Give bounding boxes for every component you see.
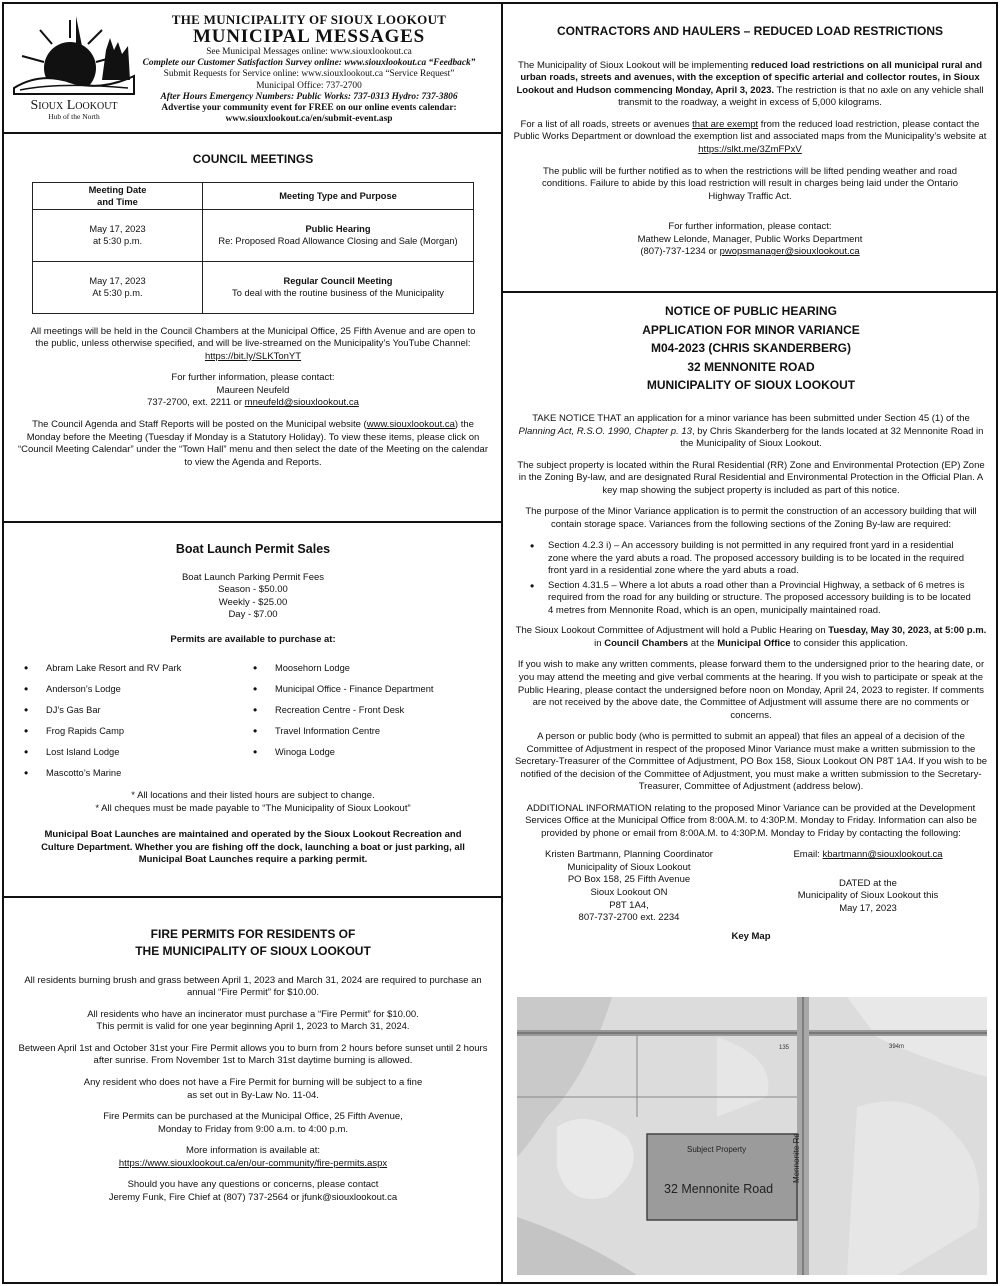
council-para: All meetings will be held in the Council Chambers at the Municipal Office, 25 Fifth Avenue and are open to the public, unless otherwise specified, and will be live-streamed on the Municipality’s YouTube Channel: [30, 325, 476, 350]
dated-line: May 17, 2023 [839, 902, 897, 914]
council-para: The Council Agenda and Staff Reports will be posted on the Municipal website ( [32, 419, 367, 431]
table-header: Meeting Type and Purpose [203, 182, 474, 209]
masthead-line: See Municipal Messages online: www.siouxlookout.ca [206, 47, 412, 58]
signature-line: P8T 1A4, [609, 899, 649, 911]
council-para: ) the Monday before the Meeting (Tuesday if Monday is a Statutory Holiday). To view these items, please click on “Council Meeting Calendar” under the “Town Hall” menu and then select the date of the Meeting on the calendar to view the Agenda and Reports. [18, 419, 488, 468]
signature-line: Sioux Lookout ON [590, 886, 668, 898]
list-item: • Section 4.31.5 – Where a lot abuts a road other than a Provincial Highway, a setback of 6 metres is required from the road for any building or structure. The proposed accessory building is to be located 4 metres from Mennonite Road, which is an open, municipally maintained road. [526, 580, 976, 618]
dated-line: Municipality of Sioux Lookout this [797, 890, 939, 902]
hearing-para: ADDITIONAL INFORMATION relating to the proposed Minor Variance can be provided at the Development Services Office at the Municipal Office from 8:00A.M. to 4:30P.M. Monday to Friday. Information can also be provided by phone or email from 8:00A.M. to 4:30P.M. Monday to Friday by contacting the following: [525, 802, 977, 839]
list-item: • Moosehorn Lodge [253, 662, 482, 683]
list-item: • Winoga Lodge [253, 746, 482, 767]
meeting-time: At 5:30 p.m. [92, 288, 143, 299]
boat-closing: Municipal Boat Launches are maintained and operated by the Sioux Lookout Recreation and Culture Department. Whether you are fishing off the dock, launching a boat or just parking, all Municipal Boat Launches require a parking permit. [41, 829, 465, 866]
section-divider [4, 896, 501, 898]
load-para: reduced load restrictions on all municipal rural and urban roads, streets and avenues, with the exception of specific arterial and collector routes, in Sioux Lookout and Hudson commencing Monday, April 3, 2023. [516, 59, 983, 96]
fire-para: This permit is valid for one year beginning April 1, 2023 to March 31, 2024. [96, 1021, 410, 1033]
fire-permits-link[interactable]: https://www.siouxlookout.ca/en/our-community/fire-permits.aspx [118, 1157, 388, 1169]
hearing-para: TAKE NOTICE THAT an application for a minor variance has been submitted under Section 45 (1) of the [532, 412, 970, 424]
load-para: The restriction is that no axle on any vehicle shall transmit to the roadway, a weight in excess of 5,000 kilograms. [618, 84, 984, 109]
load-para: For a list of all roads, streets or avenues [520, 118, 693, 130]
signature-line: Kristen Bartmann, Planning Coordinator [545, 849, 713, 861]
fire-para: All residents who have an incinerator must purchase a “Fire Permit” for $10.00. [87, 1008, 419, 1020]
list-item: • Abram Lake Resort and RV Park [24, 662, 253, 683]
section-divider [503, 291, 996, 293]
fire-para: Fire Permits can be purchased at the Municipal Office, 25 Fifth Avenue, [103, 1111, 403, 1123]
logo-tagline: Hub of the North [48, 112, 100, 121]
fire-para: as set out in By-Law No. 11-04. [187, 1089, 319, 1101]
dated-line: DATED at the [839, 877, 897, 889]
public-hearing-section [514, 302, 988, 943]
website-link[interactable]: www.siouxlookout.ca [366, 419, 455, 431]
page-title: MUNICIPAL MESSAGES [192, 26, 426, 48]
newspaper-page [2, 2, 998, 1284]
youtube-link[interactable]: https://bit.ly/SLKTonYT [204, 350, 302, 362]
fire-para: Between April 1st and October 31st your Fire Permit allows you to burn from 2 hours before sunset until 2 hours after sunrise. From November 1st to March 31st daytime burning is allowed. [18, 1042, 488, 1067]
load-restrictions-section [512, 24, 988, 268]
section-title: THE MUNICIPALITY OF SIOUX LOOKOUT [135, 944, 371, 959]
contact-name: Mathew Lelonde, Manager, Public Works Department [637, 233, 863, 245]
key-map-image [517, 997, 987, 1275]
map-number: 394m [889, 1044, 905, 1050]
list-item: • DJ’s Gas Bar [24, 704, 253, 725]
email-label: Email: [793, 849, 823, 861]
fire-para: Jeremy Funk, Fire Chief at (807) 737-2564 or jfunk@siouxlookout.ca [108, 1191, 398, 1203]
column-divider [501, 4, 503, 1282]
fee-item: Season - $50.00 [218, 584, 288, 596]
hearing-para: to consider this application. [790, 637, 908, 649]
hearing-para: If you wish to make any written comments, please forward them to the undersigned prior to the hearing date, or you may attend the meeting and give verbal comments at the hearing. If you wish to participate or speak at the Public Hearing, please contact the undersigned before noon on Monday, April 24, 2023 to register. If comments are not received by the above date, the Committee of Adjustment will assume there are no comments or concerns. [517, 659, 985, 721]
list-item: • Recreation Centre - Front Desk [253, 704, 482, 725]
hearing-location: Municipal Office [717, 637, 791, 649]
load-para: The public will be further notified as to when the restrictions will be lifted pending weather and road conditions. Failure to abide by this load restriction will result in charges being laid under the Ontario Highway Traffic Act. [541, 165, 959, 202]
boat-note: * All locations and their listed hours are subject to change. [131, 790, 375, 802]
subject-property-label: Subject Property [687, 1145, 747, 1154]
contact-email-link[interactable]: mneufeld@siouxlookout.ca [244, 397, 359, 409]
hearing-para: The Sioux Lookout Committee of Adjustment will hold a Public Hearing on [515, 625, 829, 637]
masthead-line: Municipal Office: 737-2700 [256, 80, 362, 91]
list-item: • Travel Information Centre [253, 725, 482, 746]
locations-list [24, 662, 482, 788]
load-para: from the reduced load restriction, please contact the Public Works Department or download the exemption list and associated maps from the Municipality’s website at [513, 118, 987, 143]
org-line: THE MUNICIPALITY OF SIOUX LOOKOUT [171, 12, 447, 27]
table-header: Meeting Date and Time [33, 182, 203, 209]
meeting-type: Regular Council Meeting [283, 276, 393, 287]
boat-note: * All cheques must be made payable to “The Municipality of Sioux Lookout” [95, 802, 411, 814]
meeting-type: Public Hearing [305, 224, 371, 235]
list-item: • Mascotto’s Marine [24, 767, 253, 788]
fire-para: More information is available at: [185, 1145, 321, 1157]
map-address-label: 32 Mennonite Road [664, 1182, 774, 1196]
variance-list [526, 540, 976, 617]
map-number: 135 [779, 1045, 790, 1051]
masthead-line: Complete our Customer Satisfaction Survey online: www.siouxlookout.ca “Feedback” [142, 58, 476, 69]
signature-line: 807-737-2700 ext. 2234 [578, 912, 680, 924]
contact-email-link[interactable]: pwopsmanager@siouxlookout.ca [719, 246, 860, 258]
section-title: COUNCIL MEETINGS [192, 152, 314, 166]
fire-para: Any resident who does not have a Fire Permit for burning will be subject to a fine [83, 1076, 423, 1088]
contact-name: Maureen Neufeld [216, 384, 290, 396]
contact-phone: (807)-737-1234 or [640, 246, 720, 258]
hearing-para: , by Chris Skanderberg for the lands located at 32 Mennonite Road in the Municipality of Sioux Lookout. [680, 425, 984, 450]
hearing-para: in [594, 637, 605, 649]
hearing-para: The purpose of the Minor Variance application is to permit the construction of an accessory building that will contain storage space. Variances from the following sections of the Zoning By-law are required: [525, 506, 977, 530]
section-title: CONTRACTORS AND HAULERS – REDUCED LOAD RESTRICTIONS [556, 24, 943, 38]
hearing-para: at the [688, 637, 718, 649]
list-item: • Section 4.2.3 i) – An accessory building is not permitted in any required front yard in a residential zone where the yard abuts a road. The proposed accessory building is to be located in the required front yard in a residential zone where the yard abuts a road. [526, 540, 976, 578]
title-line: APPLICATION FOR MINOR VARIANCE [642, 322, 860, 337]
hearing-para: A person or public body (who is permitted to submit an appeal) that files an appeal of a decision of the Committee of Adjustment in respect of the proposed Minor Variance must make a written submission to the Secretary-Treasurer of the Committee of Adjustment, PO Box 158, Sioux Lookout ON P8T 1A4. If you wish to be notified of the decision of the Committee of Adjustment, you must make a written submission to the Secretary-Treasurer, Committee of Adjustment (address below). [514, 731, 988, 793]
table-row [33, 261, 474, 313]
municipal-logo [10, 10, 138, 122]
signature-line: PO Box 158, 25 Fifth Avenue [567, 874, 691, 886]
hearing-location: Council Chambers [604, 637, 689, 649]
hearing-para: The subject property is located within the Rural Residential (RR) Zone and Environmental Protection (EP) Zone in the Zoning By-law, and are designated Rural Residential and Environmental Protection in the Official Plan. A key map showing the subject property is included as part of this notice. [517, 459, 985, 496]
fees-title: Boat Launch Parking Permit Fees [181, 571, 325, 583]
logo-text: Sioux Lookout [30, 98, 118, 113]
council-meetings-section [18, 152, 488, 478]
title-line: M04-2023 (CHRIS SKANDERBERG) [650, 341, 852, 356]
fee-item: Day - $7.00 [228, 609, 278, 621]
key-map-label: Key Map [731, 930, 771, 942]
list-item: • Frog Rapids Camp [24, 725, 253, 746]
masthead-line: After Hours Emergency Numbers: Public Works: 737-0313 Hydro: 737-3806 [160, 91, 458, 102]
fire-para: Should you have any questions or concerns, please contact [127, 1179, 379, 1191]
hearing-title [514, 302, 988, 395]
fire-para: Monday to Friday from 9:00 a.m. to 4:00 p.m. [157, 1123, 349, 1135]
masthead-line: Advertise your community event for FREE on our online events calendar: [161, 102, 457, 113]
meeting-purpose: Re: Proposed Road Allowance Closing and Sale (Morgan) [218, 236, 458, 247]
title-line: MUNICIPALITY OF SIOUX LOOKOUT [646, 378, 856, 393]
list-item: • Municipal Office - Finance Department [253, 683, 482, 704]
contact-phone: 737-2700, ext. 2211 or [147, 397, 245, 409]
contact-intro: For further information, please contact: [171, 372, 335, 384]
masthead-line: Submit Requests for Service online: www.siouxlookout.ca “Service Request” [163, 69, 455, 80]
fire-permits-section [14, 926, 492, 1213]
title-line: NOTICE OF PUBLIC HEARING [664, 304, 837, 318]
section-title: FIRE PERMITS FOR RESIDENTS OF [150, 927, 356, 941]
masthead [134, 12, 484, 125]
meeting-date: May 17, 2023 [89, 224, 146, 235]
hearing-date: Tuesday, May 30, 2023, at 5:00 p.m. [828, 625, 987, 637]
road-label: Mennonite Rd [792, 1133, 801, 1183]
exemption-list-link[interactable]: https://slkt.me/3ZmFPxV [698, 144, 802, 156]
table-row [33, 209, 474, 261]
boat-launch-section [10, 541, 496, 876]
exempt-link[interactable]: that are exempt [692, 118, 759, 130]
key-map [517, 997, 987, 1275]
section-divider [4, 132, 501, 134]
fire-para: All residents burning brush and grass between April 1, 2023 and March 31, 2024 are required to purchase an annual “Fire Permit” for $10.00. [24, 974, 482, 999]
available-at: Permits are available to purchase at: [170, 633, 336, 645]
meeting-purpose: To deal with the routine business of the Municipality [232, 288, 444, 299]
contact-intro: For further information, please contact: [668, 221, 832, 233]
section-divider [4, 521, 501, 523]
meeting-date: May 17, 2023 [89, 276, 146, 287]
meetings-table [32, 182, 474, 314]
list-item: • Anderson’s Lodge [24, 683, 253, 704]
sioux-lookout-logo-icon [10, 10, 138, 122]
meeting-time: at 5:30 p.m. [92, 236, 143, 247]
list-item: • Lost Island Lodge [24, 746, 253, 767]
email-link[interactable]: kbartmann@siouxlookout.ca [822, 849, 943, 861]
section-title: Boat Launch Permit Sales [175, 542, 331, 556]
fee-item: Weekly - $25.00 [218, 596, 288, 608]
signature-block [514, 849, 988, 924]
masthead-line: www.siouxlookout.ca/en/submit-event.asp [225, 113, 393, 124]
title-line: 32 MENNONITE ROAD [687, 359, 815, 374]
load-para: The Municipality of Sioux Lookout will be implementing [517, 59, 751, 71]
signature-line: Municipality of Sioux Lookout [567, 861, 691, 873]
hearing-para: Planning Act, R.S.O. 1990, Chapter p. 13 [518, 425, 692, 437]
